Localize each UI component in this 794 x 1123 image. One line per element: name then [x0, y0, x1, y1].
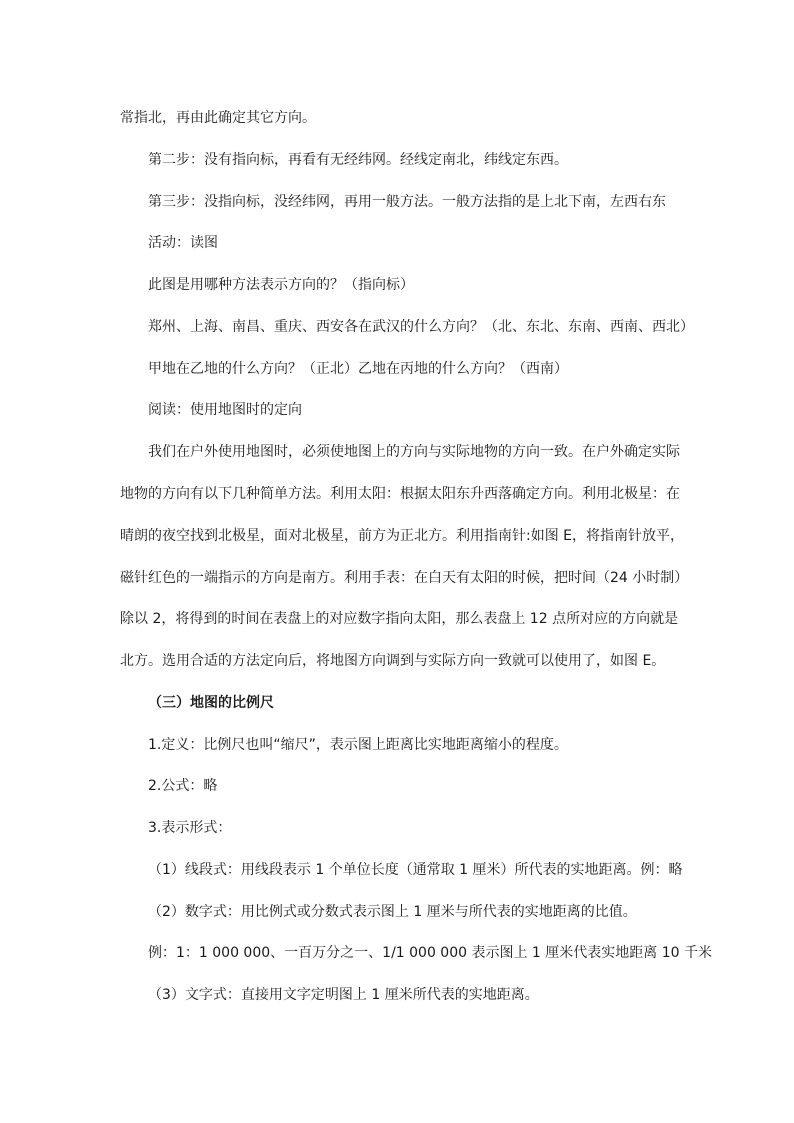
- paragraph-line: 甲地在乙地的什么方向？（正北）乙地在丙地的什么方向？（西南）: [148, 361, 568, 377]
- paragraph-line: 第二步：没有指向标，再看有无经纬网。经线定南北，纬线定东西。: [148, 152, 568, 168]
- paragraph-line: 2.公式：略: [148, 778, 218, 794]
- paragraph-line: （2）数字式：用比例式或分数式表示图上 1 厘米与所代表的实地距离的比值。: [148, 904, 637, 920]
- paragraph-line: 除以 2，将得到的时间在表盘上的对应数字指向太阳，那么表盘上 12 点所对应的方向就是: [120, 611, 679, 627]
- paragraph-line: 磁针红色的一端指示的方向是南方。利用手表：在白天有太阳的时候，把时间（24 小时制）: [120, 570, 689, 586]
- paragraph-line: 活动：读图: [148, 235, 218, 251]
- paragraph-line: 晴朗的夜空找到北极星，面对北极星，前方为正北方。利用指南针:如图 E，将指南针放平，: [120, 528, 685, 544]
- paragraph-line: 北方。选用合适的方法定向后，将地图方向调到与实际方向一致就可以使用了，如图 E。: [120, 653, 666, 669]
- paragraph-line: 第三步：没指向标，没经纬网，再用一般方法。一般方法指的是上北下南，左西右东: [148, 194, 666, 210]
- paragraph-line: 1.定义：比例尺也叫“缩尺”，表示图上距离比实地距离缩小的程度。: [148, 737, 568, 753]
- paragraph-line: 郑州、上海、南昌、重庆、西安各在武汉的什么方向？（北、东北、东南、西南、西北）: [148, 319, 694, 335]
- paragraph-line: 常指北，再由此确定其它方向。: [120, 110, 316, 126]
- paragraph-line: （1）线段式：用线段表示 1 个单位长度（通常取 1 厘米）所代表的实地距离。例：略: [148, 862, 683, 878]
- section-heading: （三）地图的比例尺: [148, 695, 274, 711]
- paragraph-line: 3.表示形式：: [148, 820, 232, 836]
- paragraph-line: 地物的方向有以下几种简单方法。利用太阳：根据太阳东升西落确定方向。利用北极星：在: [120, 486, 680, 502]
- paragraph-line: 阅读：使用地图时的定向: [148, 402, 302, 418]
- paragraph-line: （3）文字式：直接用文字定明图上 1 厘米所代表的实地距离。: [148, 987, 539, 1003]
- paragraph-line: 例：1：1 000 000、一百万分之一、1/1 000 000 表示图上 1 厘米代表实地距离 10 千米: [148, 945, 713, 961]
- paragraph-line: 此图是用哪种方法表示方向的？（指向标）: [148, 277, 414, 293]
- paragraph-line: 我们在户外使用地图时，必须使地图上的方向与实际地物的方向一致。在户外确定实际: [148, 444, 680, 460]
